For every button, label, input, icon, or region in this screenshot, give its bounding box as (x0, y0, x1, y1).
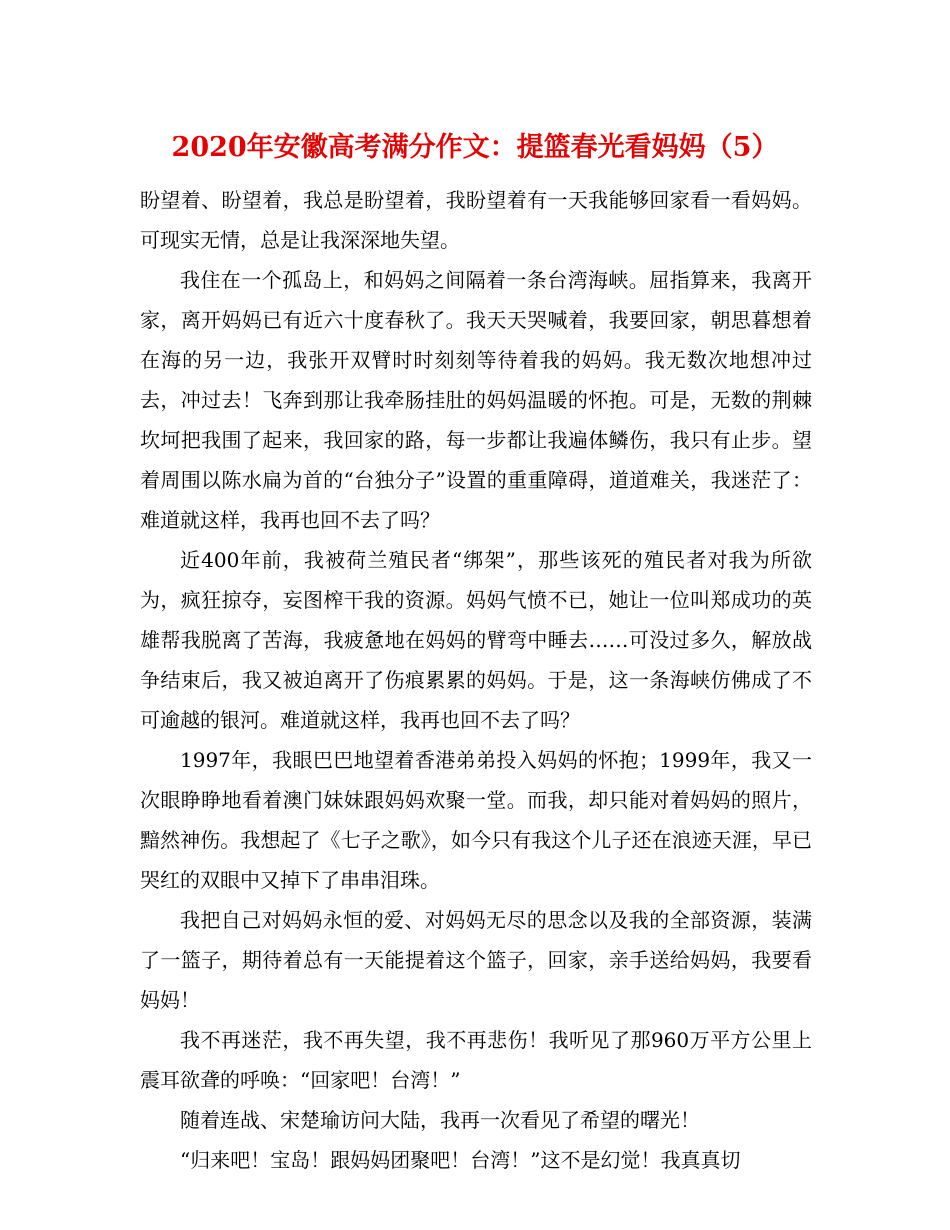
paragraph-4: 1997年，我眼巴巴地望着香港弟弟投入妈妈的怀抱；1999年，我又一次眼睁睁地看着澳门妹妹跟妈妈欢聚一堂。而我，却只能对着妈妈的照片，黯然神伤。我想起了《七子之歌》，如今只有我这个儿子还在浪迹天涯，早已哭红的双眼中又掉下了串串泪珠。 (140, 748, 812, 892)
paragraph-1: 盼望着、盼望着，我总是盼望着，我盼望着有一天我能够回家看一看妈妈。可现实无情，总是让我深深地失望。 (140, 188, 812, 252)
paragraph-5: 我把自己对妈妈永恒的爱、对妈妈无尽的思念以及我的全部资源，装满了一篮子，期待着总有一天能提着这个篮子，回家，亲手送给妈妈，我要看妈妈！ (140, 908, 812, 1012)
paragraph-8: “归来吧！宝岛！跟妈妈团聚吧！台湾！”这不是幻觉！我真真切 (180, 1148, 741, 1172)
paragraph-6: 我不再迷茫，我不再失望，我不再悲伤！我听见了那960万平方公里上震耳欲聋的呼唤：“回家吧！台湾！” (140, 1028, 812, 1092)
paragraph-3: 近400年前，我被荷兰殖民者“绑架”，那些该死的殖民者对我为所欲为，疯狂掠夺，妄图榨干我的资源。妈妈气愤不已，她让一位叫郑成功的英雄帮我脱离了苦海，我疲惫地在妈妈的臂弯中睡去……可没过多久，解放战争结束后，我又被迫离开了伤痕累累的妈妈。于是，这一条海峡仿佛成了不可逾越的银河。难道就这样，我再也回不去了吗？ (140, 548, 812, 732)
document-title: 2020年安徽高考满分作文：提篮春光看妈妈（5） (171, 132, 779, 163)
paragraph-2: 我住在一个孤岛上，和妈妈之间隔着一条台湾海峡。屈指算来，我离开家，离开妈妈已有近六十度春秋了。我天天哭喊着，我要回家，朝思暮想着在海的另一边，我张开双臂时时刻刻等待着我的妈妈。我无数次地想冲过去，冲过去！飞奔到那让我牵肠挂肚的妈妈温暖的怀抱。可是，无数的荆棘坎坷把我围了起来，我回家的路，每一步都让我遍体鳞伤，我只有止步。望着周围以陈水扁为首的“台独分子”设置的重重障碍，道道难关，我迷茫了：难道就这样，我再也回不去了吗？ (140, 268, 812, 532)
document-body (140, 180, 812, 1180)
paragraph-7: 随着连战、宋楚瑜访问大陆，我再一次看见了希望的曙光！ (180, 1108, 700, 1132)
